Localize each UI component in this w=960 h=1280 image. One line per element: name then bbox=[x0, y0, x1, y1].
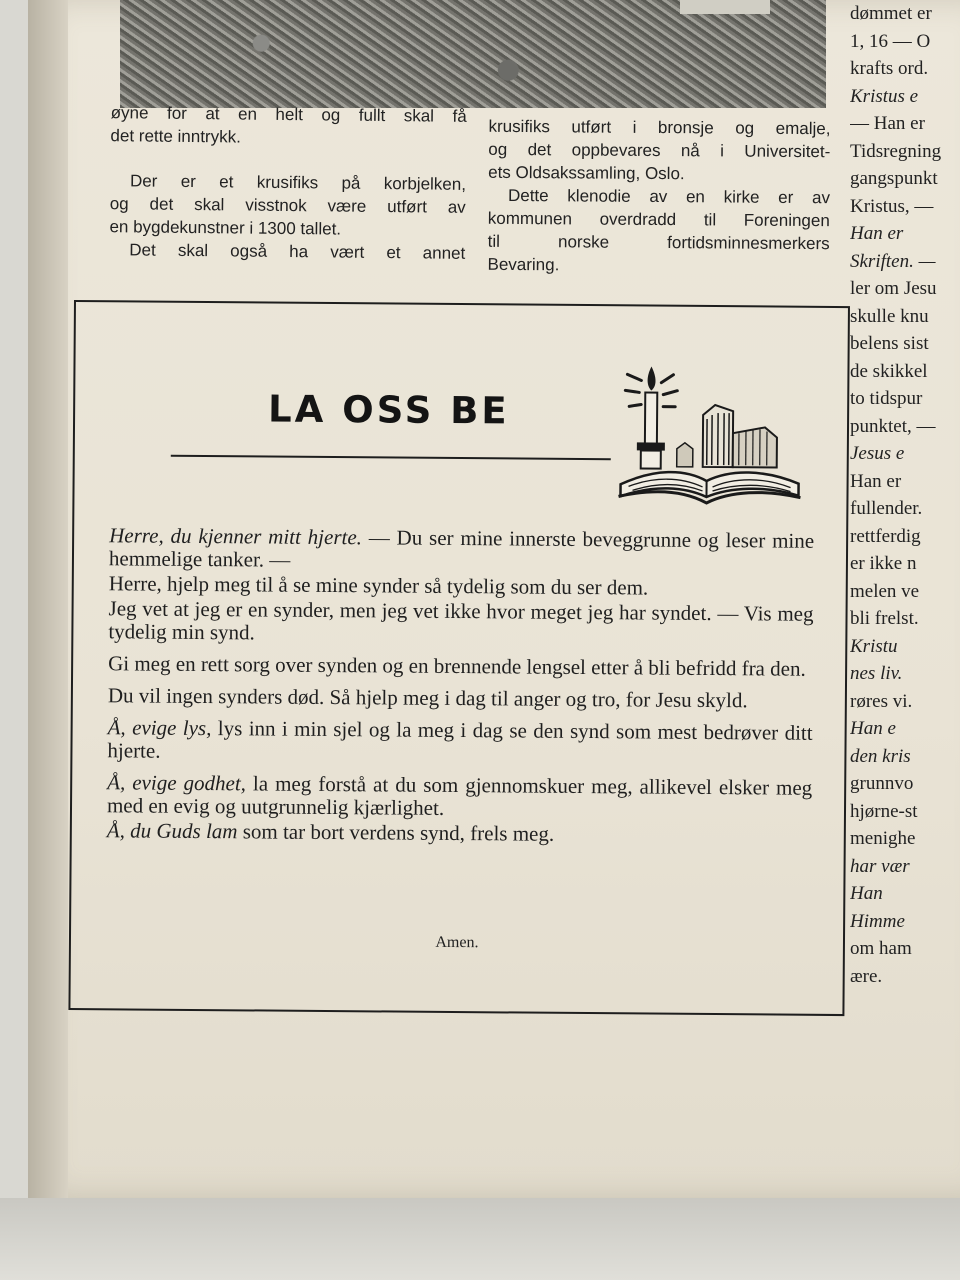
right-column-line: 1, 16 — O bbox=[850, 30, 931, 52]
prayer-text-run: lys inn i min sjel og la meg i dag se den synd som mest bedrøver ditt hjerte. bbox=[107, 716, 813, 763]
page-spine-shadow bbox=[28, 0, 68, 1198]
text-line: det rette inntrykk. bbox=[110, 126, 241, 147]
left-article-column bbox=[109, 101, 467, 265]
right-column-line: hjørne-st bbox=[850, 800, 918, 822]
right-column-line: de skikkel bbox=[850, 360, 928, 382]
prayer-italic: Å, du Guds lam bbox=[106, 818, 238, 844]
right-column-line: den kris bbox=[850, 745, 911, 767]
text-line: kommunen overdradd til Foreningen bbox=[487, 208, 830, 231]
right-column-line: Kristu bbox=[850, 635, 898, 657]
right-column-line: bli frelst. bbox=[850, 608, 919, 629]
right-column-line: Han bbox=[850, 883, 883, 904]
prayer-text-run: la meg forstå at du som gjennomskuer meg, allikevel elsker meg med en evig og uutgrunnelig kjærlighet. bbox=[106, 771, 813, 820]
text-line: ets Oldsakssamling, Oslo. bbox=[488, 162, 685, 184]
right-column-line: Jesus e bbox=[850, 443, 905, 464]
prayer-paragraph bbox=[107, 771, 812, 823]
prayer-paragraph: Jeg vet at jeg er en synder, men jeg vet ikke hvor meget jeg har syndet. — Vis meg tydelig min synd. bbox=[108, 596, 814, 645]
prayer-amen: Amen. bbox=[435, 933, 479, 952]
right-column-line: dømmet er bbox=[850, 3, 932, 24]
photo-highlight bbox=[680, 0, 770, 14]
right-column-line: punktet, — bbox=[850, 415, 936, 437]
title-underline bbox=[171, 455, 611, 460]
text-line: og det oppbevares nå i Universitet- bbox=[488, 139, 831, 162]
right-column-line: grunnvo bbox=[850, 773, 914, 794]
right-column-line: melen ve bbox=[850, 580, 920, 602]
text-line: Det skal også ha vært et annet bbox=[129, 240, 466, 263]
text-line: Der er et krusifiks på korbjelken, bbox=[129, 171, 467, 194]
text-line: en bygdekunstner i 1300 tallet. bbox=[109, 217, 342, 239]
right-column-line: Kristus e bbox=[850, 85, 919, 107]
right-column-line: skulle knu bbox=[850, 305, 929, 327]
middle-article-column bbox=[487, 115, 830, 278]
prayer-paragraph: Gi meg en rett sorg over synden og en brennende lengsel etter å bli befridd fra den. bbox=[108, 651, 806, 681]
prayer-box bbox=[68, 300, 850, 1016]
prayer-italic: Å, evige lys, bbox=[107, 715, 212, 741]
prayer-paragraph bbox=[109, 524, 814, 576]
text-line: krusifiks utført i bronsje og emalje, bbox=[488, 116, 831, 139]
prayer-italic: Herre, du kjenner mitt hjerte. bbox=[109, 523, 363, 550]
right-column-line: har vær bbox=[850, 855, 910, 877]
right-column-line: Skriften. — bbox=[850, 250, 936, 272]
text-line: til norske fortidsminnesmerkers bbox=[487, 231, 830, 254]
prayer-text-run: som tar bort verdens synd, frels meg. bbox=[237, 819, 555, 846]
text-line: Dette klenodie av en kirke er av bbox=[507, 185, 831, 208]
right-column-line: — Han er bbox=[850, 113, 925, 134]
right-column-line: ler om Jesu bbox=[850, 278, 937, 299]
right-column-line: belens sist bbox=[850, 333, 929, 354]
right-column-line: ære. bbox=[850, 965, 883, 987]
right-column-line: om ham bbox=[850, 938, 912, 959]
text-line: og det skal visstnok være utført av bbox=[109, 194, 466, 217]
right-column-line: rettferdig bbox=[850, 525, 921, 547]
right-column-line: Han e bbox=[850, 718, 896, 739]
right-column-line: Himme bbox=[850, 910, 905, 932]
prayer-italic: Å, evige godhet, bbox=[107, 770, 247, 796]
prayer-paragraph bbox=[107, 716, 812, 768]
right-column-line: fullender. bbox=[850, 498, 923, 519]
prayer-text-run: — Du ser mine innerste beveggrunne og leser mine hemmelige tanker. — bbox=[108, 525, 815, 572]
right-column-line: krafts ord. bbox=[850, 58, 929, 79]
prayer-text bbox=[107, 524, 814, 850]
right-column-line: nes liv. bbox=[850, 663, 903, 684]
right-column-line: er ikke n bbox=[850, 553, 917, 574]
right-column-line: menighe bbox=[850, 828, 916, 849]
prayer-paragraph bbox=[107, 819, 812, 848]
right-column-line: to tidspur bbox=[850, 388, 923, 409]
candle-and-open-bible-icon bbox=[614, 356, 805, 507]
right-column-line: Han er bbox=[850, 223, 904, 244]
right-column-line: gangspunkt bbox=[850, 168, 938, 189]
prayer-paragraph: Herre, hjelp meg til å se mine synder så tydelig som du ser dem. bbox=[108, 571, 649, 600]
table-surface bbox=[0, 1198, 960, 1280]
prayer-paragraph: Du vil ingen synders død. Så hjelp meg i dag til anger og tro, for Jesu skyld. bbox=[107, 683, 748, 713]
text-line: øyne for at en helt og fullt skal få bbox=[110, 103, 467, 126]
text-line: Bevaring. bbox=[487, 254, 560, 275]
right-column-line: Han er bbox=[850, 470, 902, 492]
prayer-title: LA OSS BE bbox=[267, 387, 510, 433]
right-column-line: røres vi. bbox=[850, 690, 913, 712]
right-article-column-cropped bbox=[850, 0, 960, 990]
right-column-line: Kristus, — bbox=[850, 195, 934, 217]
top-photograph bbox=[120, 0, 826, 108]
right-column-line: Tidsregning bbox=[850, 140, 942, 162]
